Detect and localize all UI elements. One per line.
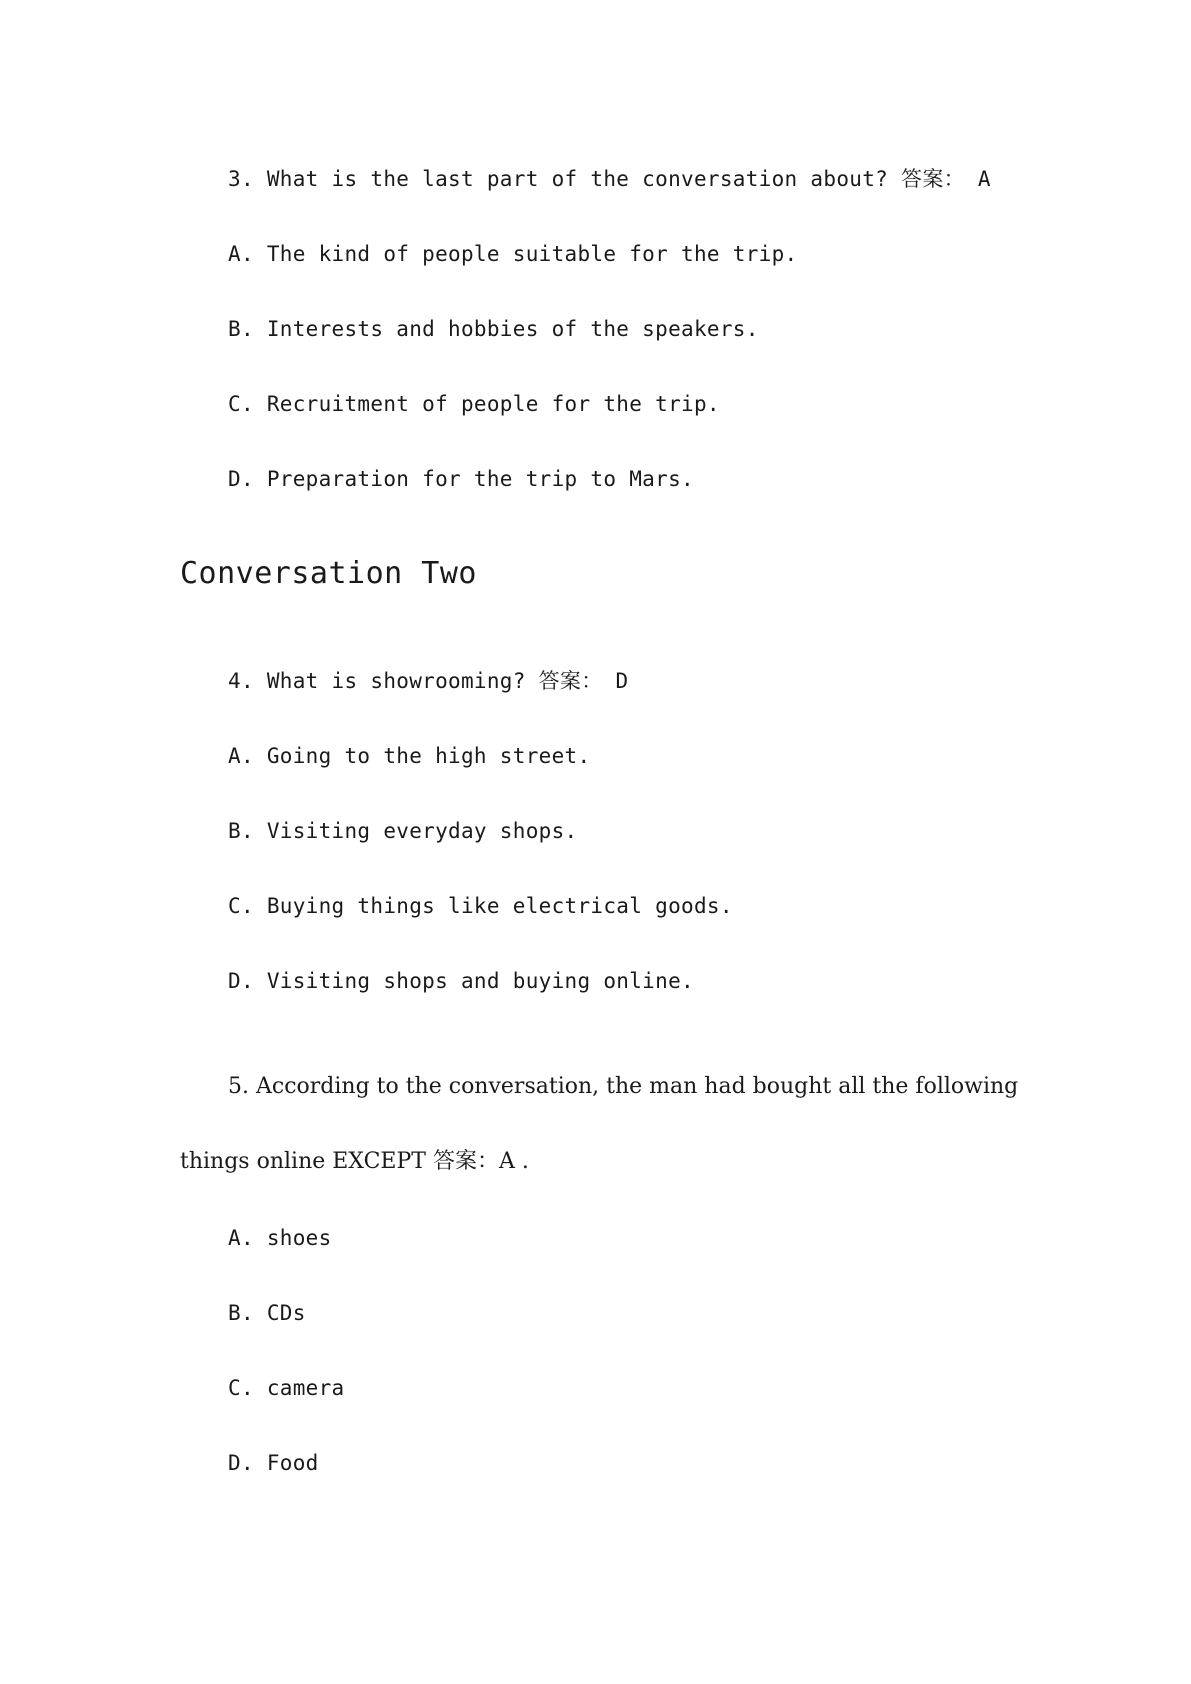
section-heading: Conversation Two <box>180 556 477 591</box>
question-4-option-a: A. Going to the high street. <box>228 744 591 768</box>
question-5-line-1: 5. According to the conversation, the man had bought all the following <box>228 1074 1019 1099</box>
question-4-option-c: C. Buying things like electrical goods. <box>228 894 733 918</box>
question-3-option-b: B. Interests and hobbies of the speakers. <box>228 317 759 341</box>
question-4-option-d: D. Visiting shops and buying online. <box>228 969 694 993</box>
question-4: 4. What is showrooming? 答案： D <box>228 669 629 693</box>
question-5-option-c: C. camera <box>228 1376 345 1400</box>
question-3-option-a: A. The kind of people suitable for the trip. <box>228 242 798 266</box>
question-3-option-c: C. Recruitment of people for the trip. <box>228 392 720 416</box>
question-5-line-2: things online EXCEPT 答案：A . <box>180 1149 529 1174</box>
question-4-option-b: B. Visiting everyday shops. <box>228 819 578 843</box>
question-5-option-a: A. shoes <box>228 1226 332 1250</box>
question-3-option-d: D. Preparation for the trip to Mars. <box>228 467 694 491</box>
question-5-option-d: D. Food <box>228 1451 319 1475</box>
question-3: 3. What is the last part of the conversation about? 答案： A <box>228 167 991 191</box>
question-5-option-b: B. CDs <box>228 1301 306 1325</box>
